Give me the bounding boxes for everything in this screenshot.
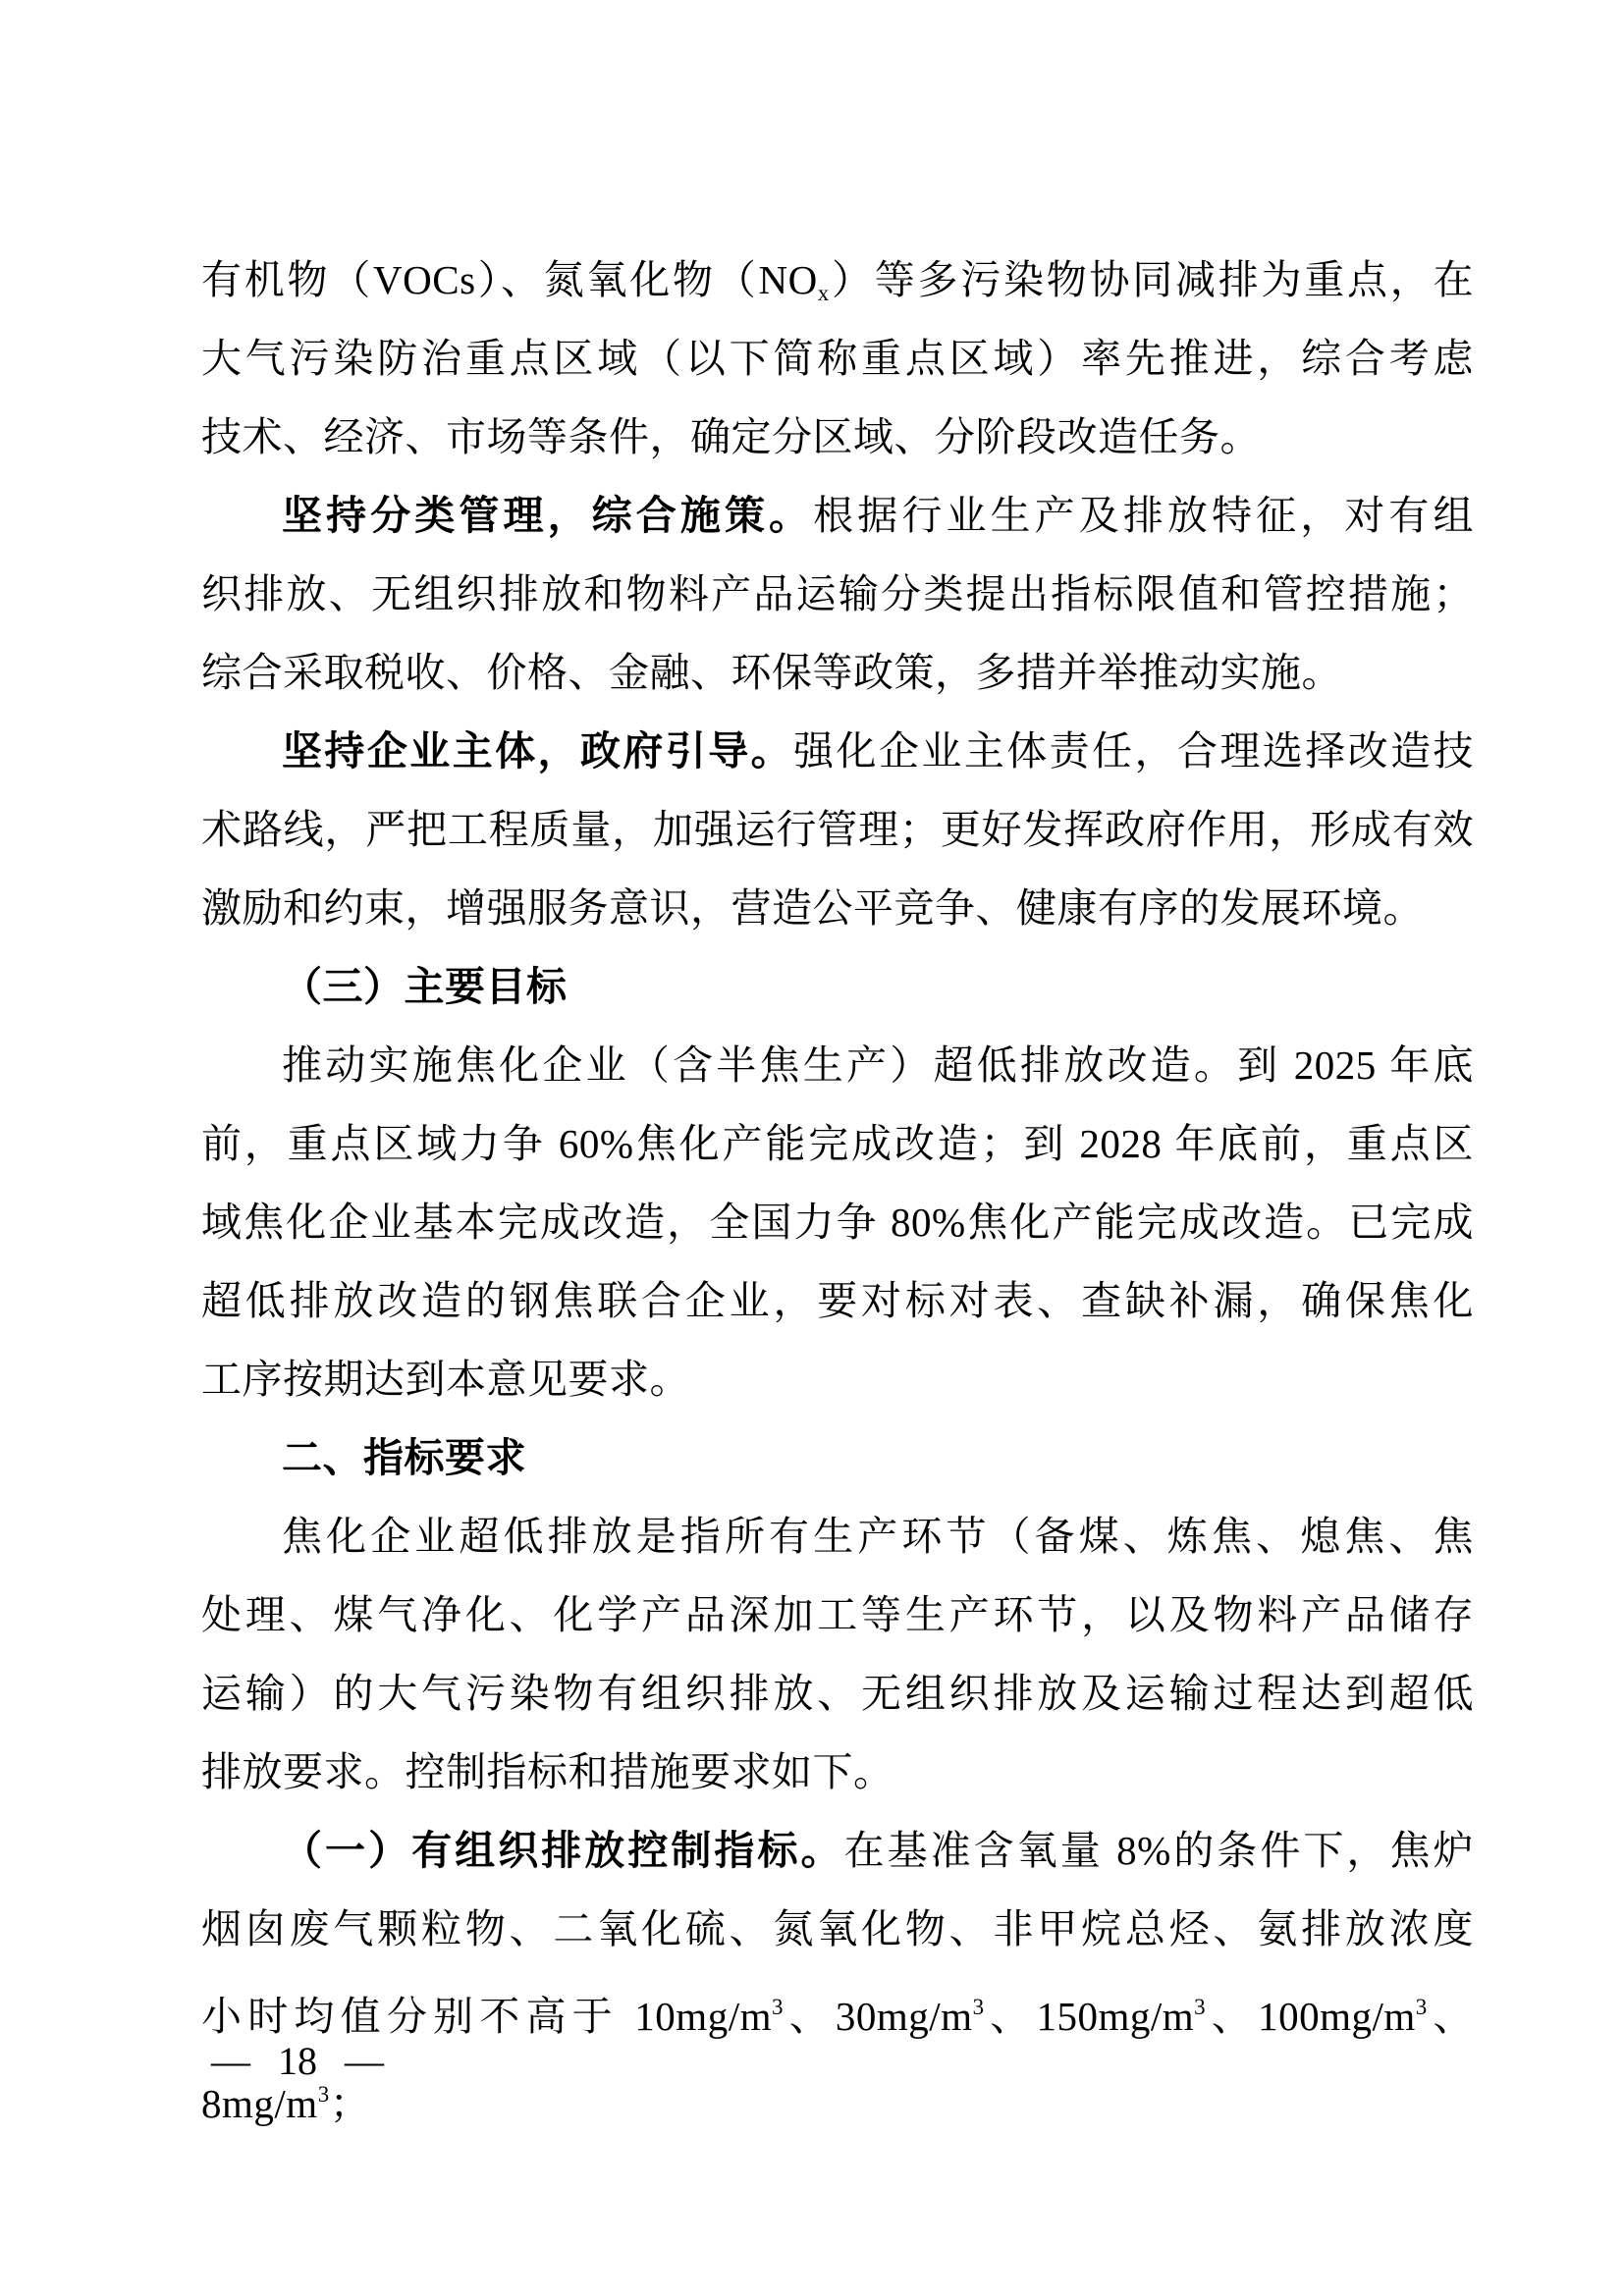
superscript-segment: 3: [317, 2082, 330, 2107]
bold-text-segment: 坚持企业主体，政府引导。: [282, 728, 794, 774]
text-line-21: [201, 1811, 1474, 1890]
text-line-12: [201, 1104, 1474, 1183]
text-segment: 推动实施焦化企业（含半焦生产）超低排放改造。到 2025 年底: [282, 1042, 1474, 1088]
bold-text-segment: （三）主要目标: [282, 964, 568, 1009]
superscript-segment: 3: [972, 1995, 985, 2019]
superscript-segment: 3: [1194, 1995, 1207, 2019]
text-segment: 、30mg/m: [783, 1994, 973, 2039]
text-segment: 有机物（VOCs）、氮氧化物（NO: [201, 257, 818, 302]
text-line-10: [201, 947, 1474, 1026]
text-line-20: [201, 1733, 1474, 1811]
text-line-17: [201, 1497, 1474, 1575]
text-line-6: [201, 633, 1474, 712]
bold-text-segment: 坚持分类管理，综合施策。: [282, 493, 814, 538]
text-segment: 超低排放改造的钢焦联合企业，要对标对表、查缺补漏，确保焦化: [201, 1278, 1474, 1323]
text-segment: 烟囱废气颗粒物、二氧化硫、氮氧化物、非甲烷总烃、氨排放浓度: [201, 1906, 1474, 1951]
text-segment: 在基准含氧量 8%的条件下，焦炉: [843, 1828, 1475, 1873]
page-footer: [211, 2040, 384, 2083]
text-segment: 织排放、无组织排放和物料产品运输分类提出指标限值和管控措施；: [201, 571, 1474, 616]
text-segment: 根据行业生产及排放特征，对有组: [813, 493, 1475, 538]
text-line-22: [201, 1890, 1474, 1968]
bold-text-segment: （一）有组织排放控制指标。: [282, 1828, 844, 1873]
text-segment: 强化企业主体责任，合理选择改造技: [793, 728, 1475, 774]
text-segment: 大气污染防治重点区域（以下简称重点区域）率先推进，综合考虑: [201, 336, 1474, 381]
footer-dash-right: —: [345, 2039, 384, 2083]
footer-dash-left: —: [211, 2039, 250, 2083]
text-segment: 术路线，严把工程质量，加强运行管理；更好发挥政府作用，形成有效: [201, 807, 1474, 852]
text-segment: 工序按期达到本意见要求。: [201, 1357, 690, 1402]
text-segment: 小时均值分别不高于 10mg/m: [201, 1994, 772, 2039]
text-line-19: [201, 1654, 1474, 1733]
footer-page-number: 18: [278, 2039, 317, 2083]
text-segment: 技术、经济、市场等条件，确定分区域、分阶段改造任务。: [201, 414, 1261, 459]
text-segment: 、100mg/m: [1206, 1994, 1416, 2039]
text-line-15: [201, 1340, 1474, 1418]
text-line-13: [201, 1183, 1474, 1261]
text-segment: 运输）的大气污染物有组织排放、无组织排放及运输过程达到超低: [201, 1671, 1474, 1716]
text-segment: 前，重点区域力争 60%焦化产能完成改造；到 2028 年底前，重点区: [201, 1121, 1474, 1166]
text-line-14: [201, 1261, 1474, 1340]
text-line-8: [201, 790, 1474, 869]
text-segment: 激励和约束，增强服务意识，营造公平竞争、健康有序的发展环境。: [201, 885, 1424, 931]
text-line-9: [201, 869, 1474, 947]
text-line-1: [201, 240, 1474, 319]
text-segment: 焦化企业超低排放是指所有生产环节（备煤、炼焦、熄焦、焦: [282, 1514, 1474, 1559]
text-segment: 排放要求。控制指标和措施要求如下。: [201, 1749, 894, 1794]
text-line-3: [201, 398, 1474, 476]
text-line-16: [201, 1418, 1474, 1497]
bold-text-segment: 二、指标要求: [282, 1435, 526, 1480]
text-segment: ）等多污染物协同减排为重点，在: [829, 257, 1474, 302]
text-segment: 域焦化企业基本完成改造，全国力争 80%焦化产能完成改造。已完成: [201, 1200, 1474, 1245]
text-line-7: [201, 712, 1474, 790]
text-segment: 综合采取税收、价格、金融、环保等政策，多措并举推动实施。: [201, 650, 1342, 695]
text-line-18: [201, 1575, 1474, 1654]
text-segment: ；: [329, 2081, 371, 2126]
subscript-segment: x: [817, 281, 830, 305]
text-line-2: [201, 319, 1474, 398]
text-segment: 、8mg/m: [201, 1994, 1474, 2126]
text-line-4: [201, 476, 1474, 555]
text-segment: 处理、煤气净化、化学产品深加工等生产环节，以及物料产品储存: [201, 1592, 1474, 1637]
superscript-segment: 3: [1415, 1995, 1428, 2019]
superscript-segment: 3: [771, 1995, 784, 2019]
text-segment: 、150mg/m: [984, 1994, 1195, 2039]
text-line-5: [201, 555, 1474, 633]
text-line-11: [201, 1026, 1474, 1104]
